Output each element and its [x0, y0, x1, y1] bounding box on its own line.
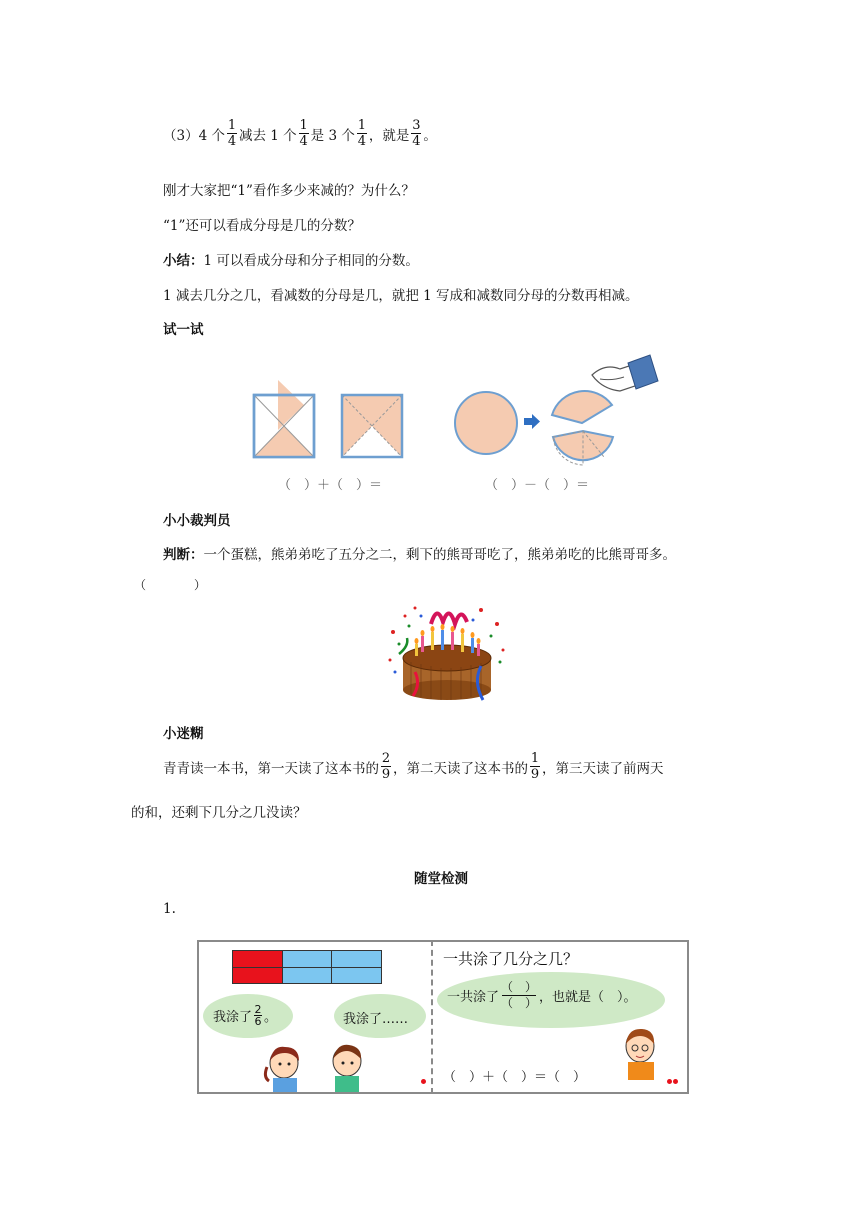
fraction-1-4-a: $\frac{1}{4}$ — [227, 118, 237, 149]
try-left-caption: （ ）＋（ ）＝ — [278, 478, 383, 493]
arrow-right-icon — [524, 414, 540, 429]
fraction-1-9: $\frac{1}{9}$ — [530, 751, 540, 782]
judge-answer-blank: （ ） — [134, 578, 207, 592]
line3-mid2: 是 3 个 — [310, 127, 355, 144]
rule-text: 1 减去几分之几，看减数的分母是几，就把 1 写成和减数同分母的分数再相减。 — [163, 288, 639, 304]
question-1: 刚才大家把“1”看作多少来减的？为什么？ — [163, 183, 415, 199]
birthday-cake-image — [385, 602, 510, 707]
story-line-1 — [163, 751, 664, 782]
red-dot-1 — [667, 1079, 672, 1084]
red-dot-2 — [673, 1079, 678, 1084]
exercise-panel-left — [197, 940, 435, 1094]
red-dot — [421, 1079, 426, 1084]
strip-blue-2 — [331, 951, 381, 983]
try-heading: 试一试 — [163, 322, 204, 338]
exercise-panel-right — [431, 940, 689, 1094]
confuse-heading: 小迷糊 — [163, 726, 204, 742]
colored-strip — [232, 950, 382, 984]
speech-bubble-boy — [334, 994, 426, 1038]
fraction-1-4-b: $\frac{1}{4}$ — [299, 118, 308, 149]
judge-statement — [163, 543, 676, 563]
square-right — [342, 395, 402, 457]
item-number: 1. — [163, 901, 176, 917]
line3-prefix: （3）4 个 — [163, 127, 225, 144]
answer-prefix: 一共涂了 — [447, 990, 500, 1005]
judge-text: 一个蛋糕，熊弟弟吃了五分之二，剩下的熊哥哥吃了，熊弟弟吃的比熊哥哥多。 — [203, 547, 676, 563]
strip-red — [233, 951, 282, 983]
hand-icon — [592, 355, 658, 391]
fraction-1-4-c: $\frac{1}{4}$ — [357, 118, 366, 149]
check-heading: 随堂检测 — [414, 871, 468, 887]
story-part2: ，第二天读了这本书的 — [393, 760, 528, 777]
boy-illustration — [618, 1024, 668, 1084]
bubble1-prefix: 我涂了 — [213, 1010, 253, 1025]
fraction-3-4: $\frac{3}{4}$ — [412, 118, 421, 149]
answer-fraction: $\frac{( )}{( )}$ — [501, 980, 538, 1010]
story-part1: 青青读一本书，第一天读了这本书的 — [163, 760, 379, 777]
try-right-caption: （ ）－（ ）＝ — [485, 478, 590, 493]
panel-equation: （ ）＋（ ）＝（ ） — [443, 1070, 587, 1085]
bubble1-end: 。 — [264, 1010, 278, 1025]
bubble2-text: 我涂了…… — [343, 1012, 409, 1027]
speech-bubble-girl — [203, 994, 293, 1038]
summary-text: 1 可以看成分母和分子相同的分数。 — [203, 253, 419, 269]
line3-end: 。 — [423, 127, 437, 144]
line3-mid1: 减去 1 个 — [238, 127, 297, 144]
summary — [163, 249, 419, 269]
answer-suffix: ，也就是（ ）。 — [539, 990, 637, 1005]
judge-label: 判断： — [163, 547, 204, 563]
strip-blue-1 — [282, 951, 332, 983]
children-illustration — [259, 1037, 379, 1092]
fraction-operation-figure — [240, 345, 680, 495]
line-3 — [163, 118, 437, 149]
fraction-2-9: $\frac{2}{9}$ — [381, 751, 391, 782]
question-2: “1”还可以看成分母是几的分数？ — [163, 218, 361, 234]
judge-heading: 小小裁判员 — [163, 513, 231, 529]
whole-circle — [455, 392, 517, 454]
summary-label: 小结： — [163, 253, 204, 269]
fraction-2-6: $\frac{2}{6}$ — [254, 1003, 262, 1028]
story-line-2: 的和，还剩下几分之几没读？ — [131, 805, 307, 821]
cut-circle — [552, 391, 613, 465]
panel-question: 一共涂了几分之几？ — [443, 950, 579, 968]
square-left — [253, 380, 314, 465]
story-part3: ，第三天读了前两天 — [542, 760, 664, 777]
speech-bubble-answer — [437, 972, 665, 1028]
line3-mid3: ，就是 — [368, 127, 410, 144]
